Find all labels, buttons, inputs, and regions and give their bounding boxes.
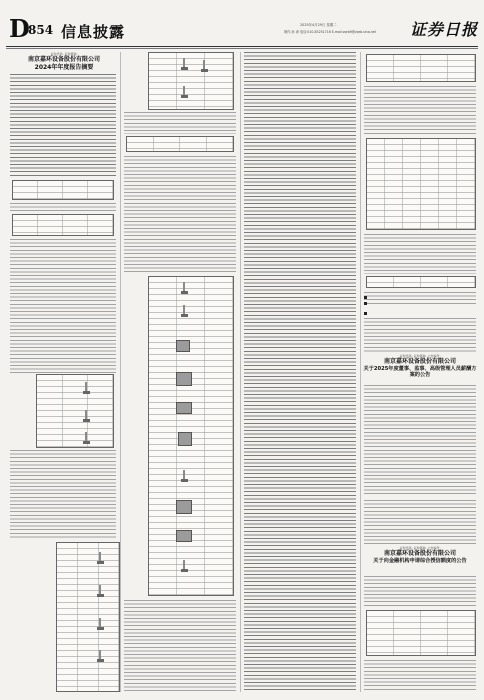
body-text: [10, 239, 116, 373]
product-image: [180, 305, 188, 317]
product-image: [82, 432, 90, 444]
section-letter: D: [9, 14, 30, 43]
column-divider: [240, 52, 241, 692]
notice-code-line: 证券代码: 证券简称:: [50, 52, 78, 56]
product-image: [176, 402, 192, 414]
notice-title: 关于向金融机构申请综合授信额度的公告: [373, 557, 467, 564]
product-table: [148, 52, 234, 110]
body-text: [364, 86, 476, 134]
body-text: [10, 450, 116, 540]
body-text: [364, 292, 476, 304]
checkbox-mark: [364, 312, 367, 315]
checkbox-mark: [364, 302, 367, 305]
notice-code-line: 证券代码: 证券简称: 公告编号:: [399, 546, 441, 550]
body-text: [124, 112, 236, 134]
data-table: [366, 276, 476, 288]
data-table: [126, 136, 234, 152]
notice-company: 南京嘉环设备股份有限公司: [383, 550, 456, 557]
body-text: [364, 576, 476, 608]
body-text: [364, 234, 476, 274]
financial-table: [366, 138, 476, 230]
top-rule-thin: [6, 48, 478, 49]
product-image: [96, 618, 104, 630]
checkbox-mark: [364, 296, 367, 299]
product-image: [180, 470, 188, 482]
newspaper-logo: 证券日报: [410, 20, 479, 39]
data-table: [12, 180, 114, 200]
product-image: [96, 552, 104, 564]
column-divider: [360, 52, 361, 692]
credit-table: [366, 610, 476, 656]
notice-header-salary: [362, 354, 478, 379]
product-image: [180, 58, 188, 70]
notice-header-credit: [362, 546, 478, 564]
product-image: [176, 372, 192, 386]
notice-company: 南京嘉环设备股份有限公司: [27, 56, 100, 63]
product-image: [180, 282, 188, 294]
body-text: [10, 74, 116, 178]
product-image: [180, 86, 188, 98]
masthead: [6, 16, 478, 44]
product-table: [36, 374, 114, 448]
product-image: [178, 432, 192, 446]
data-table: [12, 214, 114, 236]
product-image: [82, 410, 90, 422]
body-text: [124, 156, 236, 274]
notice-code-line: 证券代码: 证券简称: 公告编号:: [399, 354, 441, 358]
body-text: [364, 318, 476, 352]
notice-title: 2024年年度报告摘要: [34, 63, 94, 71]
top-rule: [6, 46, 478, 47]
product-image: [176, 500, 192, 514]
product-image: [96, 650, 104, 662]
product-image: [200, 60, 208, 72]
product-image: [176, 530, 192, 542]
date-line: 2025年4月29日 星期二: [300, 23, 337, 27]
body-text: [124, 600, 236, 692]
product-image: [180, 560, 188, 572]
column-divider: [120, 52, 121, 692]
contact-line: 制作:孙 涛 电话:010-83251716 E-mail:zqrb9@zqrb.sina.net: [284, 30, 376, 34]
product-image: [96, 585, 104, 597]
body-text: [244, 52, 356, 692]
body-text: [364, 385, 476, 495]
body-text: [364, 500, 476, 544]
product-image: [82, 382, 90, 394]
notice-company: 南京嘉环设备股份有限公司: [383, 358, 456, 365]
product-table: [56, 542, 120, 692]
page-number: 854: [28, 23, 54, 37]
product-image: [176, 340, 190, 352]
notice-header-annual-report: [14, 52, 114, 71]
data-table: [366, 54, 476, 82]
body-text: [364, 660, 476, 692]
body-text: [10, 203, 116, 213]
section-title: 信息披露: [61, 23, 126, 41]
notice-title: 关于2025年度董事、监事、高级管理人员薪酬方案的公告: [363, 365, 477, 378]
